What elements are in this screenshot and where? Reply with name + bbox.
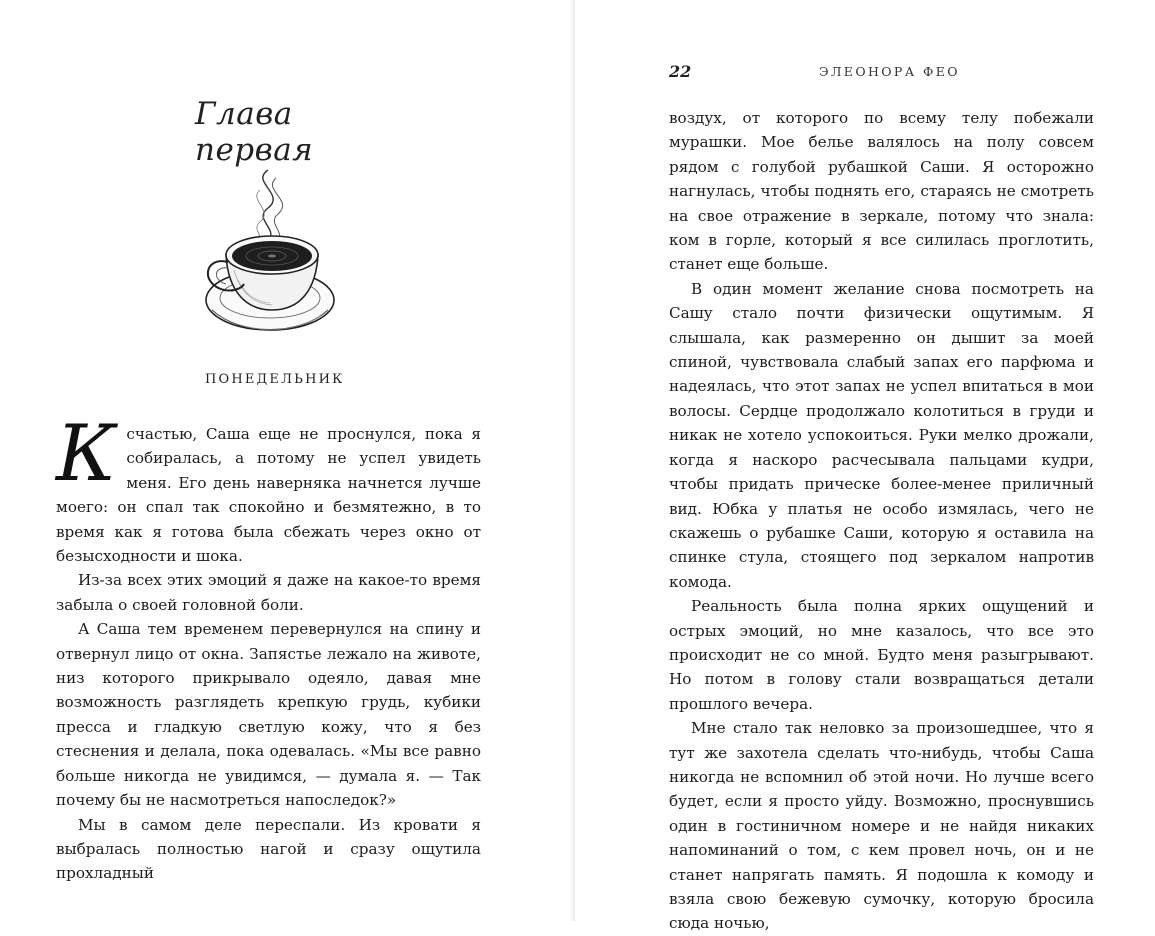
left-page-text: [56, 409, 481, 886]
author-name: ЭЛЕОНОРА ФЕО: [819, 64, 960, 79]
paragraph: Мне стало так неловко за произошедшее, что я тут же захотела сделать что-нибудь, чтобы Саша никогда не вспомнил об этой ночи. Но лучше всего будет, если я просто уйду. Возможно, проснувшись один в гостиничном номере и не найдя никаких напоминаний о том, с кем провел ночь, он и не станет напрягать память. Я подошла к комоду и взяла свою бежевую сумочку, которую бросила сюда ночью,: [669, 719, 1094, 933]
day-label: ПОНЕДЕЛЬНИК: [205, 372, 345, 387]
right-page-text: [669, 106, 1094, 936]
running-head: [669, 62, 1094, 82]
chapter-title: Глава первая: [195, 96, 314, 168]
paragraph: воздух, от которого по всему телу побежали мурашки. Мое белье валялось на полу совсем рядом с голубой рубашкой Саши. Я осторожно нагнулась, чтобы поднять его, стараясь не смотреть на свое отражение в зеркале, потому что знала: ком в горле, который я все силилась проглотить, станет еще больше.: [669, 109, 1094, 274]
paragraph: А Саша тем временем перевернулся на спину и отвернул лицо от окна. Запястье лежало на животе, низ которого прикрывало одеяло, давая мне возможность разглядеть крепкую грудь, кубики пресса и гладкую светлую кожу, что я без стеснения и делала, пока одевалась. «Мы все равно больше никогда не увидимся, — думала я. — Так почему бы не насмотреться напоследок?»: [56, 620, 481, 810]
paragraph: Ксчастью, Саша еще не проснулся, пока я собиралась, а потому не успел увидеть меня. Его день наверняка начнется лучше моего: он спал так спокойно и безмятежно, в то время как я готова была сбежать через окно от безысходности и шока.: [56, 409, 481, 566]
page-number: 22: [669, 62, 692, 81]
left-page: [0, 0, 575, 921]
paragraph: В один момент желание снова посмотреть на Сашу стало почти физически ощутимым. Я слышала, как размеренно он дышит за моей спиной, чувствовала слабый запах его парфюма и надеялась, что этот запах не успел впитаться в мои волосы. Сердце продолжало колотиться в груди и никак не хотело успокоиться. Руки мелко дрожали, когда я наскоро расчесывала пальцами кудри, чтобы придать прическе более-менее приличный вид. Юбка у платья не особо измялась, чего не скажешь о рубашке Саши, которую я оставила на спинке стула, стоящего под зеркалом напротив комода.: [669, 279, 1094, 591]
coffee-cup-illustration: [190, 160, 350, 345]
paragraph: Реальность была полна ярких ощущений и острых эмоций, но мне казалось, что все это происходит не со мной. Будто меня разыгрывают. Но потом в голову стали возвращаться детали прошлого вечера.: [669, 597, 1094, 713]
paragraph: Из-за всех этих эмоций я даже на какое-то время забыла о своей головной боли.: [56, 571, 481, 614]
paragraph: Мы в самом деле переспали. Из кровати я выбралась полностью нагой и сразу ощутила прохладный: [56, 815, 481, 883]
dropcap-letter: К: [56, 409, 117, 499]
